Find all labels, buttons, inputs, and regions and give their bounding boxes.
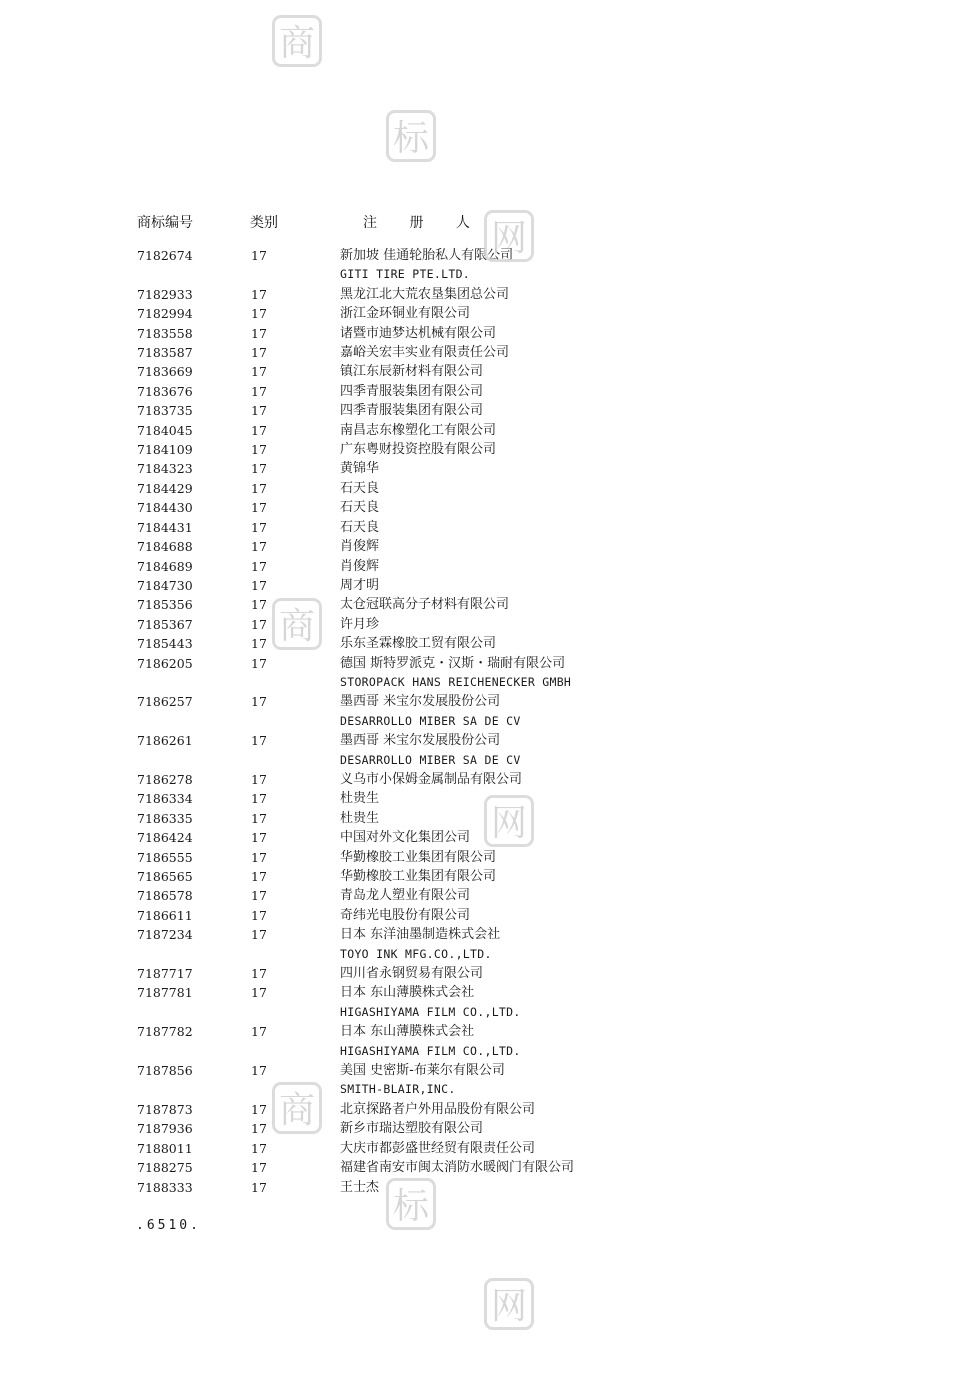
table-row	[137, 1158, 897, 1177]
registrant-name: 石天良	[340, 519, 380, 535]
trademark-class: 17	[251, 461, 267, 477]
trademark-class: 17	[251, 539, 267, 555]
registrant-name: 广东粤财投资控股有限公司	[340, 442, 497, 458]
table-row	[137, 654, 897, 693]
trademark-number: 7184431	[137, 519, 193, 535]
trademark-number: 7187856	[137, 1063, 193, 1079]
trademark-number: 7183587	[137, 345, 193, 361]
trademark-class: 17	[251, 519, 267, 535]
registrant-name: 黑龙江北大荒农垦集团总公司	[340, 286, 510, 302]
registrant-name: 大庆市都彭盛世经贸有限责任公司	[340, 1140, 536, 1156]
registrant-name: 墨西哥 米宝尔发展股份公司	[340, 694, 501, 710]
registrant-name: 青岛龙人塑业有限公司	[340, 888, 471, 904]
trademark-class: 17	[251, 771, 267, 787]
registrant-name-en: TOYO INK MFG.CO.,LTD.	[340, 946, 492, 961]
registrant-cell	[340, 246, 897, 285]
registrant-cell	[340, 906, 897, 925]
registrant-cell	[340, 886, 897, 905]
registrant-name: 乐东圣霖橡胶工贸有限公司	[340, 636, 497, 652]
registrant-cell	[340, 440, 897, 459]
registrant-cell	[340, 789, 897, 808]
trademark-number: 7187781	[137, 985, 193, 1001]
registrant-cell	[340, 770, 897, 789]
trademark-class: 17	[251, 733, 267, 749]
trademark-number: 7182933	[137, 286, 193, 302]
table-row	[137, 401, 897, 420]
trademark-class: 17	[251, 1179, 267, 1195]
table-row	[137, 789, 897, 808]
registrant-name: 日本 东洋油墨制造株式会社	[340, 927, 501, 943]
trademark-class: 17	[251, 1160, 267, 1176]
header-class: 类别	[250, 215, 278, 231]
registrant-name: 华勤橡胶工业集团有限公司	[340, 869, 497, 884]
trademark-class: 17	[251, 558, 267, 574]
trademark-class: 17	[251, 403, 267, 419]
watermark-stamp: 网	[484, 210, 534, 262]
table-row	[137, 983, 897, 1022]
trademark-number: 7184688	[137, 539, 193, 555]
trademark-number: 7186578	[137, 888, 193, 904]
registrant-name: 肖俊辉	[340, 558, 380, 574]
table-row	[137, 557, 897, 576]
table-row	[137, 479, 897, 498]
trademark-class: 17	[251, 791, 267, 807]
trademark-number: 7184429	[137, 480, 193, 496]
registrant-name: 杜贵生	[340, 810, 380, 826]
registrant-name: 石天良	[340, 500, 380, 516]
page-number: .6510.	[136, 1218, 201, 1233]
trademark-class: 17	[251, 869, 267, 884]
registrant-name: 四季青服装集团有限公司	[340, 383, 484, 399]
table-row	[137, 459, 897, 478]
table-row	[137, 246, 897, 285]
registrant-name: 美国 史密斯-布莱尔有限公司	[340, 1063, 505, 1079]
table-row	[137, 634, 897, 653]
trademark-class: 17	[251, 306, 267, 322]
trademark-number: 7188333	[137, 1179, 193, 1195]
registrant-cell	[340, 1119, 897, 1138]
registrant-name: 墨西哥 米宝尔发展股份公司	[340, 733, 501, 749]
registrant-name-en: STOROPACK HANS REICHENECKER GMBH	[340, 674, 572, 689]
table-row	[137, 304, 897, 323]
trademark-number: 7185356	[137, 597, 193, 613]
registrant-cell	[340, 983, 897, 1022]
trademark-number: 7185367	[137, 616, 193, 632]
registrant-name: 奇纬光电股份有限公司	[340, 907, 471, 923]
table-row	[137, 537, 897, 556]
table-row	[137, 1061, 897, 1100]
registrant-name-en: DESARROLLO MIBER SA DE CV	[340, 752, 521, 767]
trademark-number: 7186334	[137, 791, 193, 807]
watermark-stamp: 商	[272, 15, 322, 67]
table-row	[137, 382, 897, 401]
registrant-name: 四川省永钢贸易有限公司	[340, 966, 484, 982]
registrant-name: 许月珍	[340, 616, 380, 632]
registrant-cell	[340, 1061, 897, 1100]
trademark-number: 7186335	[137, 810, 193, 826]
watermark-stamp: 标	[386, 1178, 436, 1230]
trademark-class: 17	[251, 694, 267, 710]
trademark-class: 17	[251, 1121, 267, 1137]
header-registrant: 注 册 人	[363, 215, 484, 231]
registrant-cell	[340, 459, 897, 478]
registrant-name-en: GITI TIRE PTE.LTD.	[340, 267, 471, 282]
trademark-class: 17	[251, 1140, 267, 1156]
table-row	[137, 285, 897, 304]
trademark-class: 17	[251, 810, 267, 826]
watermark-stamp: 标	[386, 110, 436, 162]
trademark-number: 7186611	[137, 907, 193, 923]
registrant-name: 北京探路者户外用品股份有限公司	[340, 1101, 536, 1117]
trademark-number: 7183669	[137, 364, 193, 380]
table-row	[137, 886, 897, 905]
trademark-class: 17	[251, 248, 267, 263]
trademark-number: 7183676	[137, 383, 193, 399]
table-row	[137, 1022, 897, 1061]
trademark-class: 17	[251, 616, 267, 632]
registrant-name-en: HIGASHIYAMA FILM CO.,LTD.	[340, 1004, 521, 1019]
table-row	[137, 362, 897, 381]
trademark-class: 17	[251, 383, 267, 399]
table-row	[137, 343, 897, 362]
trademark-class: 17	[251, 655, 267, 671]
registrant-name: 南昌志东橡塑化工有限公司	[340, 422, 497, 438]
table-row	[137, 615, 897, 634]
registrant-cell	[340, 828, 897, 847]
registrant-cell	[340, 692, 897, 731]
registrant-name: 义乌市小保姆金属制品有限公司	[340, 771, 523, 787]
table-row	[137, 692, 897, 731]
trademark-class: 17	[251, 1101, 267, 1117]
registrant-cell	[340, 964, 897, 983]
registrant-name: 周才明	[340, 577, 380, 593]
table-row	[137, 1119, 897, 1138]
trademark-class: 17	[251, 849, 267, 865]
registrant-cell	[340, 595, 897, 614]
trademark-number: 7182674	[137, 248, 193, 263]
registrant-name: 中国对外文化集团公司	[340, 830, 471, 846]
trademark-class: 17	[251, 345, 267, 361]
trademark-number: 7185443	[137, 636, 193, 652]
registrant-cell	[340, 867, 897, 886]
trademark-number: 7187873	[137, 1101, 193, 1117]
trademark-number: 7188011	[137, 1140, 193, 1156]
registrant-name: 镇江东辰新材料有限公司	[340, 364, 484, 380]
registrant-name: 福建省南安市闽太消防水暖阀门有限公司	[340, 1160, 575, 1176]
table-row	[137, 770, 897, 789]
registrant-cell	[340, 304, 897, 323]
registrant-name: 石天良	[340, 480, 380, 496]
trademark-number: 7183735	[137, 403, 193, 419]
trademark-class: 17	[251, 1024, 267, 1040]
registrant-cell	[340, 1139, 897, 1158]
watermark-stamp: 商	[272, 598, 322, 650]
registrant-name: 王士杰	[340, 1179, 380, 1195]
trademark-number: 7184045	[137, 422, 193, 438]
table-row	[137, 518, 897, 537]
trademark-class: 17	[251, 830, 267, 846]
registrant-name-en: SMITH-BLAIR,INC.	[340, 1082, 456, 1097]
trademark-number: 7187234	[137, 927, 193, 943]
registrant-cell	[340, 809, 897, 828]
trademark-number: 7186205	[137, 655, 193, 671]
table-row	[137, 1139, 897, 1158]
table-row	[137, 906, 897, 925]
watermark-stamp: 网	[484, 795, 534, 847]
registrant-name: 黄锦华	[340, 461, 380, 477]
table-row	[137, 809, 897, 828]
registrant-cell	[340, 285, 897, 304]
table-row	[137, 1178, 897, 1197]
table-row	[137, 828, 897, 847]
registrant-name: 德国 斯特罗派克・汉斯・瑞耐有限公司	[340, 655, 566, 671]
table-row	[137, 1100, 897, 1119]
trademark-number: 7187782	[137, 1024, 193, 1040]
trademark-class: 17	[251, 364, 267, 380]
registrant-cell	[340, 557, 897, 576]
trademark-number: 7186261	[137, 733, 193, 749]
registrant-cell	[340, 498, 897, 517]
registrant-name: 肖俊辉	[340, 539, 380, 555]
registrant-name-en: HIGASHIYAMA FILM CO.,LTD.	[340, 1043, 521, 1058]
trademark-number: 7184430	[137, 500, 193, 516]
trademark-number: 7186257	[137, 694, 193, 710]
trademark-class: 17	[251, 985, 267, 1001]
trademark-class: 17	[251, 907, 267, 923]
registrant-cell	[340, 925, 897, 964]
trademark-class: 17	[251, 480, 267, 496]
trademark-class: 17	[251, 442, 267, 458]
trademark-number: 7184730	[137, 577, 193, 593]
trademark-class: 17	[251, 597, 267, 613]
trademark-number: 7186424	[137, 830, 193, 846]
registrant-cell	[340, 654, 897, 693]
registrant-cell	[340, 362, 897, 381]
registrant-name: 诸暨市迪梦达机械有限公司	[340, 325, 497, 341]
table-row	[137, 440, 897, 459]
registrant-cell	[340, 576, 897, 595]
registrant-name-en: DESARROLLO MIBER SA DE CV	[340, 713, 521, 728]
registrant-cell	[340, 382, 897, 401]
registrant-cell	[340, 421, 897, 440]
registrant-cell	[340, 634, 897, 653]
table-row	[137, 731, 897, 770]
trademark-class: 17	[251, 422, 267, 438]
registrant-cell	[340, 1022, 897, 1061]
registrant-cell	[340, 1178, 897, 1197]
registrant-name: 日本 东山薄膜株式会社	[340, 1024, 475, 1040]
registrant-name: 浙江金环铜业有限公司	[340, 306, 471, 322]
trademark-number: 7187717	[137, 966, 193, 982]
trademark-class: 17	[251, 325, 267, 341]
watermark-stamp: 商	[272, 1082, 322, 1134]
registrant-name: 新加坡 佳通轮胎私人有限公司	[340, 248, 514, 263]
watermark-stamp: 网	[484, 1278, 534, 1330]
table-row	[137, 595, 897, 614]
trademark-number: 7183558	[137, 325, 193, 341]
registrant-name: 新乡市瑞达塑胶有限公司	[340, 1121, 484, 1137]
trademark-number: 7186565	[137, 869, 193, 884]
trademark-number: 7182994	[137, 306, 193, 322]
trademark-class: 17	[251, 500, 267, 516]
table-row	[137, 848, 897, 867]
table-header	[137, 212, 737, 232]
trademark-class: 17	[251, 1063, 267, 1079]
registrant-cell	[340, 401, 897, 420]
trademark-class: 17	[251, 577, 267, 593]
trademark-class: 17	[251, 966, 267, 982]
trademark-number: 7187936	[137, 1121, 193, 1137]
table-row	[137, 867, 897, 886]
registrant-name: 太仓冠联高分子材料有限公司	[340, 597, 510, 613]
trademark-class: 17	[251, 636, 267, 652]
registrant-name: 四季青服装集团有限公司	[340, 403, 484, 419]
table-row	[137, 925, 897, 964]
trademark-number: 7184323	[137, 461, 193, 477]
trademark-list	[137, 246, 897, 1197]
header-trademark-no: 商标编号	[137, 215, 193, 231]
registrant-cell	[340, 1100, 897, 1119]
registrant-cell	[340, 1158, 897, 1177]
trademark-class: 17	[251, 927, 267, 943]
registrant-name: 华勤橡胶工业集团有限公司	[340, 849, 497, 865]
trademark-number: 7184109	[137, 442, 193, 458]
table-row	[137, 964, 897, 983]
trademark-number: 7186278	[137, 771, 193, 787]
trademark-number: 7186555	[137, 849, 193, 865]
registrant-cell	[340, 537, 897, 556]
trademark-class: 17	[251, 888, 267, 904]
registrant-cell	[340, 848, 897, 867]
trademark-number: 7184689	[137, 558, 193, 574]
table-row	[137, 421, 897, 440]
registrant-name: 杜贵生	[340, 791, 380, 807]
registrant-cell	[340, 343, 897, 362]
table-row	[137, 576, 897, 595]
registrant-name: 日本 东山薄膜株式会社	[340, 985, 475, 1001]
trademark-class: 17	[251, 286, 267, 302]
registrant-cell	[340, 518, 897, 537]
registrant-name: 嘉峪关宏丰实业有限责任公司	[340, 345, 510, 361]
table-row	[137, 498, 897, 517]
registrant-cell	[340, 731, 897, 770]
registrant-cell	[340, 324, 897, 343]
registrant-cell	[340, 615, 897, 634]
registrant-cell	[340, 479, 897, 498]
trademark-number: 7188275	[137, 1160, 193, 1176]
table-row	[137, 324, 897, 343]
